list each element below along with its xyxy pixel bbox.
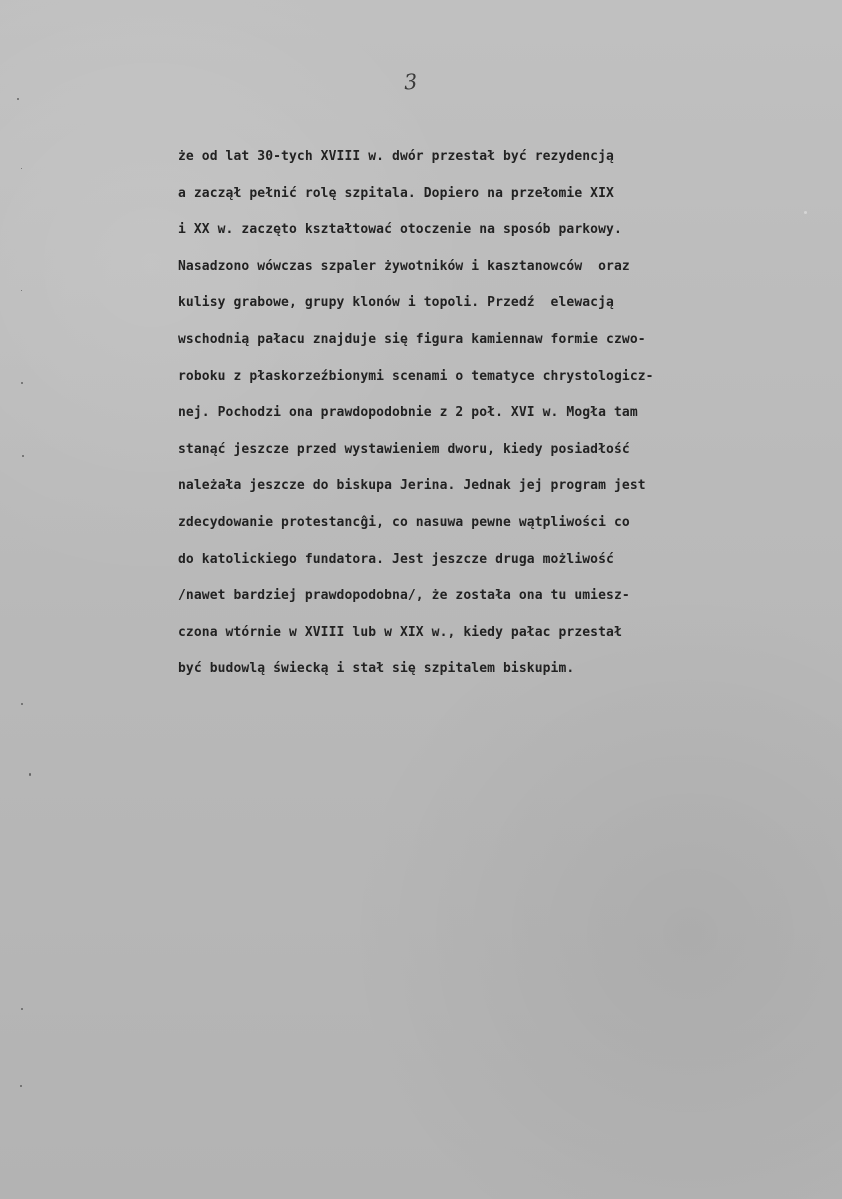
text-line-3: i XX w. zaczęto kształtować otoczenie na sposób parkowy.	[178, 222, 622, 238]
text-line-1: że od lat 30-tych XVIII w. dwór przestał być rezydencją	[178, 149, 614, 164]
text-line-4: Nasadzono wówczas szpaler żywotników i kasztanowców oraz	[178, 258, 630, 274]
text-line-8: nej. Pochodzi ona prawdopodobnie z 2 poł. XVI w. Mogła tam	[178, 405, 638, 421]
paper-speck	[29, 773, 31, 776]
paper-speck	[20, 1085, 22, 1087]
text-line-5: kulisy grabowe, grupy klonów i topoli. Przedź elewacją	[178, 295, 614, 311]
text-line-14: czona wtórnie w XVIII lub w XIX w., kiedy pałac przestał	[178, 624, 622, 640]
text-line-7: roboku z płaskorzeźbionymi scenami o tematyce chrystologicz-	[178, 368, 654, 384]
text-line-11: zdecydowanie protestancĝi, co nasuwa pewne wątpliwości co	[178, 514, 630, 530]
text-line-6: wschodnią pałacu znajduje się figura kamiennaw formie czwo-	[178, 331, 646, 347]
page-number: 3	[403, 69, 419, 95]
text-line-15: być budowlą świecką i stał się szpitalem biskupim.	[178, 661, 575, 677]
paper-speck	[21, 1008, 23, 1010]
paper-speck	[21, 703, 23, 705]
paper-speck	[21, 168, 22, 169]
text-line-12: do katolickiego fundatora. Jest jeszcze druga możliwość	[178, 551, 614, 567]
paper-speck	[22, 455, 24, 457]
text-line-2: a zaczął pełnić rolę szpitala. Dopiero na przełomie XIX	[178, 185, 614, 201]
paper-speck	[21, 290, 22, 291]
paper-speck	[21, 382, 23, 384]
text-line-9: stanąć jeszcze przed wystawieniem dworu, kiedy posiadłość	[178, 441, 630, 457]
typed-paragraph	[178, 143, 828, 692]
paper-speck	[17, 98, 19, 100]
text-line-10: należała jeszcze do biskupa Jerina. Jednak jej program jest	[178, 478, 646, 494]
text-line-13: /nawet bardziej prawdopodobna/, że została ona tu umiesz-	[178, 588, 630, 604]
